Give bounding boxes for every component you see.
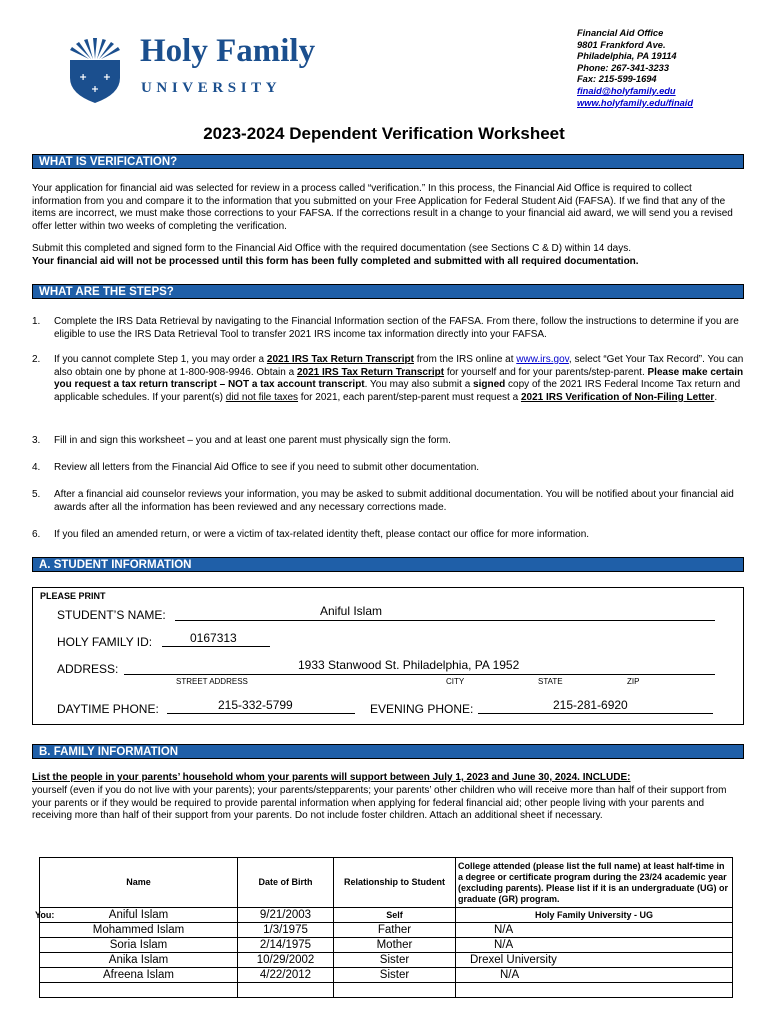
step-5-text: After a financial aid counselor reviews your information, you may be asked to submit additional documentation. You will be notified about your financial aid awards after all the information has been reviewed and any necessary corrections made. <box>54 489 734 513</box>
step-3-text: Fill in and sign this worksheet – you and at least one parent must physically sign the form. <box>54 435 451 446</box>
please-print-label: PLEASE PRINT <box>40 591 106 601</box>
relationship-cell[interactable]: Father <box>334 923 456 938</box>
step-2-text: . <box>714 391 718 403</box>
holy-family-id-value: 0167313 <box>190 631 237 645</box>
column-header-dob: Date of Birth <box>238 858 334 908</box>
student-name-value: Aniful Islam <box>320 604 383 618</box>
dob-cell[interactable]: 2/14/1975 <box>238 938 334 953</box>
dob-cell[interactable] <box>238 983 334 998</box>
tax-transcript-emphasis: 2021 IRS Tax Return Transcript <box>296 366 445 378</box>
name-cell[interactable] <box>40 983 238 998</box>
street-address-caption: STREET ADDRESS <box>176 677 248 686</box>
college-cell[interactable]: N/A <box>456 968 733 983</box>
section-heading-verification: WHAT IS VERIFICATION? <box>32 154 744 169</box>
step-1: 1. Complete the IRS Data Retrieval by navigating to the Financial Information section of the FAFSA. From there, follow the instructions to determine if you are eligible to use the IRS Data Retrieval Tool to transfer 2021 IRS income tax information directly into your FAFSA. <box>32 316 744 341</box>
college-cell[interactable]: N/A <box>456 923 733 938</box>
table-row <box>40 983 733 998</box>
office-city: Philadelphia, PA 19114 <box>577 51 677 62</box>
daytime-phone-value: 215-332-5799 <box>218 698 293 712</box>
step-3: 3. Fill in and sign this worksheet – you and at least one parent must physically sign the form. <box>32 435 744 448</box>
transcript-warning: Please make certain you request a tax return transcript – NOT a tax account transcript <box>54 366 744 391</box>
step-2-text: for yourself and for your parents/step-parent. <box>444 366 648 378</box>
office-phone: Phone: 267-341-3233 <box>577 62 669 73</box>
step-4-text: Review all letters from the Financial Aid Office to see if you need to submit other documentation. <box>54 462 480 473</box>
column-header-name: Name <box>40 858 238 908</box>
table-row <box>40 968 733 983</box>
relationship-cell[interactable]: Sister <box>334 968 456 983</box>
processing-warning: Your financial aid will not be processed until this form has been fully completed and submitted with all required documentation. <box>32 256 639 267</box>
dob-cell[interactable]: 9/21/2003 <box>238 908 334 923</box>
table-row <box>40 953 733 968</box>
tax-transcript-emphasis: 2021 IRS Tax Return Transcript <box>266 354 414 365</box>
page-title: 2023-2024 Dependent Verification Worksheet <box>203 124 565 143</box>
evening-phone-label: EVENING PHONE: <box>370 702 474 716</box>
name-cell[interactable] <box>35 908 238 923</box>
office-address-block <box>577 28 693 109</box>
student-name-field[interactable] <box>175 607 715 621</box>
daytime-phone-label: DAYTIME PHONE: <box>57 702 159 716</box>
did-not-file-emphasis: did not file taxes <box>225 391 299 403</box>
office-fax: Fax: 215-599-1694 <box>577 74 657 85</box>
relationship-cell[interactable]: Sister <box>334 953 456 968</box>
holy-family-id-label: HOLY FAMILY ID: <box>57 635 153 649</box>
table-row <box>40 923 733 938</box>
section-heading-family: B. FAMILY INFORMATION <box>32 744 744 759</box>
student-name-label: STUDENT’S NAME: <box>57 608 166 622</box>
relationship-cell[interactable]: Mother <box>334 938 456 953</box>
column-header-relationship: Relationship to Student <box>334 858 456 908</box>
step-2-text: copy of the 2021 IRS Federal Income Tax return and applicable schedules. If your parent(s) <box>54 379 741 403</box>
dob-cell[interactable]: 10/29/2002 <box>238 953 334 968</box>
office-name: Financial Aid Office <box>577 28 664 38</box>
brand-subtitle: UNIVERSITY <box>141 80 282 96</box>
city-caption: CITY <box>446 677 465 686</box>
college-cell[interactable]: N/A <box>456 938 733 953</box>
family-intro-bold: List the people in your parents’ household whom your parents will support between July 1, 2023 and June 30, 2024. INCLUDE: <box>32 772 631 783</box>
name-cell[interactable]: Mohammed Islam <box>40 923 238 938</box>
name-cell[interactable]: Afreena Islam <box>40 968 238 983</box>
step-2: 2. If you cannot complete Step 1, you may order a 2021 IRS Tax Return Transcript from the IRS online at www.irs.gov, select “Get Your Tax Record”. You can also obtain one by phone at 1-800-908-9946. Obtain a 2021 IRS Tax Return Transcript for yourself and for your parents/step-parent. Please make certain you request a tax return transcript – NOT a tax account transcript. You may also submit a signed copy of the 2021 IRS Federal Income Tax return and applicable schedules. If your parent(s) did not file taxes for 2021, each parent/step-parent must request a 2021 IRS Verification of Non-Filing Letter. <box>32 354 744 403</box>
section-heading-student: A. STUDENT INFORMATION <box>32 557 744 572</box>
step-6: 6. If you filed an amended return, or were a victim of tax-related identity theft, please contact our office for more information. <box>32 529 744 542</box>
you-label: You: <box>35 910 55 920</box>
office-street: 9801 Frankford Ave. <box>577 39 666 50</box>
family-table <box>35 857 733 998</box>
name-cell[interactable]: Anika Islam <box>40 953 238 968</box>
step-2-text: . You may also submit a <box>364 379 474 391</box>
college-cell[interactable]: Drexel University <box>456 953 733 968</box>
dob-cell[interactable]: 1/3/1975 <box>238 923 334 938</box>
evening-phone-value: 215-281-6920 <box>553 698 628 712</box>
office-email-link[interactable]: finaid@holyfamily.edu <box>577 85 676 96</box>
step-2-text: If you cannot complete Step 1, you may order a <box>54 354 267 365</box>
zip-caption: ZIP <box>627 677 640 686</box>
section-heading-steps: WHAT ARE THE STEPS? <box>32 284 744 299</box>
family-intro-text: yourself (even if you do not live with your parents); your parents/stepparents; your parents’ other children who will receive more than half of their support from your parents or if they would be required to provide parental information when applying for federal financial aid; other people living with your parents and receiving more than half of their support from your parents. Do not include foster children. Attach an additional sheet if necessary. <box>32 785 727 822</box>
relationship-cell[interactable] <box>334 983 456 998</box>
irs-website-link[interactable]: www.irs.gov <box>516 354 569 365</box>
member-name: Aniful Islam <box>108 909 169 921</box>
university-logo-icon <box>66 34 124 104</box>
name-cell[interactable]: Soria Islam <box>40 938 238 953</box>
non-filing-letter-emphasis: 2021 IRS Verification of Non-Filing Letter <box>520 391 715 403</box>
step-2-text: , select “Get Your Tax Record”. You can also obtain one by phone at 1-800-908-9946. Obtain a <box>54 354 744 378</box>
table-row <box>40 938 733 953</box>
address-label: ADDRESS: <box>57 662 119 676</box>
brand-name: Holy Family <box>140 33 316 69</box>
college-cell[interactable]: Holy Family University - UG <box>456 908 733 923</box>
submit-instructions: Submit this completed and signed form to the Financial Aid Office with the required documentation (see Sections C & D) within 14 days. <box>32 243 632 254</box>
signed-emphasis: signed <box>473 379 506 391</box>
address-value: 1933 Stanwood St. Philadelphia, PA 1952 <box>298 658 520 672</box>
relationship-cell[interactable]: Self <box>334 908 456 923</box>
verification-paragraph: Your application for financial aid was selected for review in a process called “verification.” In this process, the Financial Aid Office is required to collect information from you and compare it to the information that you submitted on your Free Application for Federal Student Aid (FAFSA). If we find that any of the items are incorrect, we must make those corrections to your FAFSA. If the corrections result in a change to your financial aid award, we will send you a revised offer letter within two weeks of completing the verification. <box>32 183 733 232</box>
step-1-text: Complete the IRS Data Retrieval by navigating to the Financial Information section of the FAFSA. From there, follow the instructions to determine if you are eligible to use the IRS Data Retrieval Tool to transfer 2021 IRS income tax information directly into your FAFSA. <box>54 316 739 340</box>
table-row <box>40 908 733 923</box>
step-4: 4. Review all letters from the Financial Aid Office to see if you need to submit other documentation. <box>32 462 744 475</box>
step-6-text: If you filed an amended return, or were a victim of tax-related identity theft, please contact our office for more information. <box>54 529 590 540</box>
column-header-college: College attended (please list the full name) at least half-time in a degree or certificate program during the 23/24 academic year (excluding parents). Please list if it is an undergraduate (UG) or graduate (GR) program. <box>456 858 733 908</box>
office-website-link[interactable]: www.holyfamily.edu/finaid <box>577 97 694 108</box>
dob-cell[interactable]: 4/22/2012 <box>238 968 334 983</box>
step-2-text: for 2021, each parent/step-parent must request a <box>298 391 521 403</box>
college-cell[interactable] <box>456 983 733 998</box>
state-caption: STATE <box>538 677 563 686</box>
step-2-text: from the IRS online at <box>414 354 517 365</box>
table-header-row <box>40 858 733 908</box>
step-5: 5. After a financial aid counselor reviews your information, you may be asked to submit additional documentation. You will be notified about your financial aid awards after all the information has been reviewed and any necessary corrections made. <box>32 489 744 514</box>
